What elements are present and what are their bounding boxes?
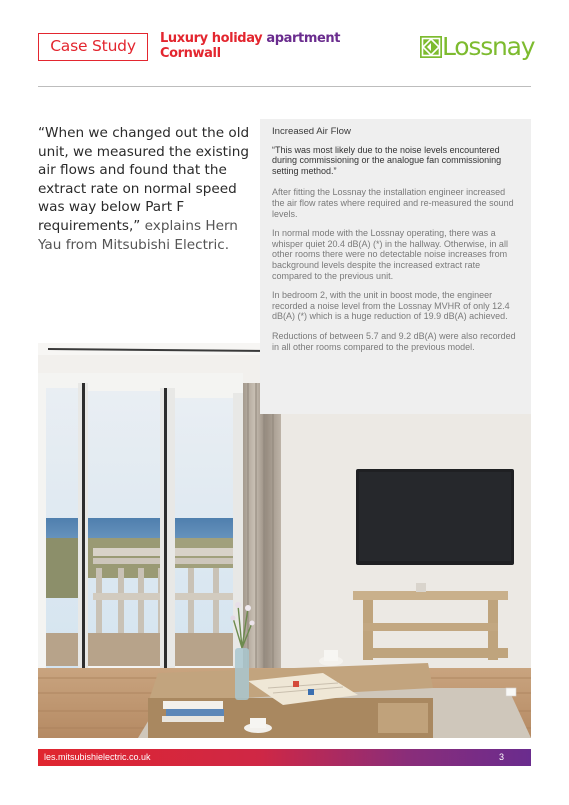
panel-lead-quote: “This was most likely due to the noise levels encountered during commissioning or the analogue fan commissioning setting method.”: [272, 144, 502, 176]
lossnay-logo-icon: [420, 36, 442, 58]
title-location: Cornwall: [160, 46, 221, 61]
lossnay-logo: [420, 32, 535, 66]
panel-paragraph: In normal mode with the Lossnay operating, there was a whisper quiet 20.4 dB(A) (*) in the hallway. Otherwise, in all other rooms there were no detectable noise increases from background levels despite the increased extract rate compared to the previous unit.: [272, 228, 508, 281]
panel-paragraph: After fitting the Lossnay the installation engineer increased the air flow rates where required and re-measured the sound levels.: [272, 187, 514, 219]
increased-air-flow-panel: [260, 119, 531, 414]
title-part2: apartment: [266, 31, 341, 46]
header-divider: [38, 86, 531, 87]
case-study-badge: Case Study: [38, 33, 148, 61]
page-number: 3: [498, 752, 504, 762]
panel-heading: Increased Air Flow: [272, 126, 351, 137]
footer-url[interactable]: les.mitsubishielectric.co.uk: [44, 752, 151, 762]
pull-quote-text: “When we changed out the old unit, we measured the existing air flows and found that the extract rate on normal speed was way below Part F requirements,”: [38, 125, 250, 234]
footer-bar: [38, 749, 531, 766]
panel-paragraph: In bedroom 2, with the unit in boost mode, the engineer recorded a noise level from the Lossnay MVHR of only 12.4 dB(A) (*) which is a huge reduction of 19.9 dB(A) achieved.: [272, 290, 510, 322]
pull-quote: [38, 124, 250, 254]
panel-paragraph: Reductions of between 5.7 and 9.2 dB(A) were also recorded in all other rooms compared to the previous model.: [272, 330, 516, 352]
title-part1: Luxury holiday: [160, 31, 267, 46]
page-title: [160, 31, 340, 61]
lossnay-logo-text: Lossnay: [442, 32, 535, 61]
pull-quote-attribution: explains Hern Yau from Mitsubishi Electric.: [38, 217, 238, 253]
